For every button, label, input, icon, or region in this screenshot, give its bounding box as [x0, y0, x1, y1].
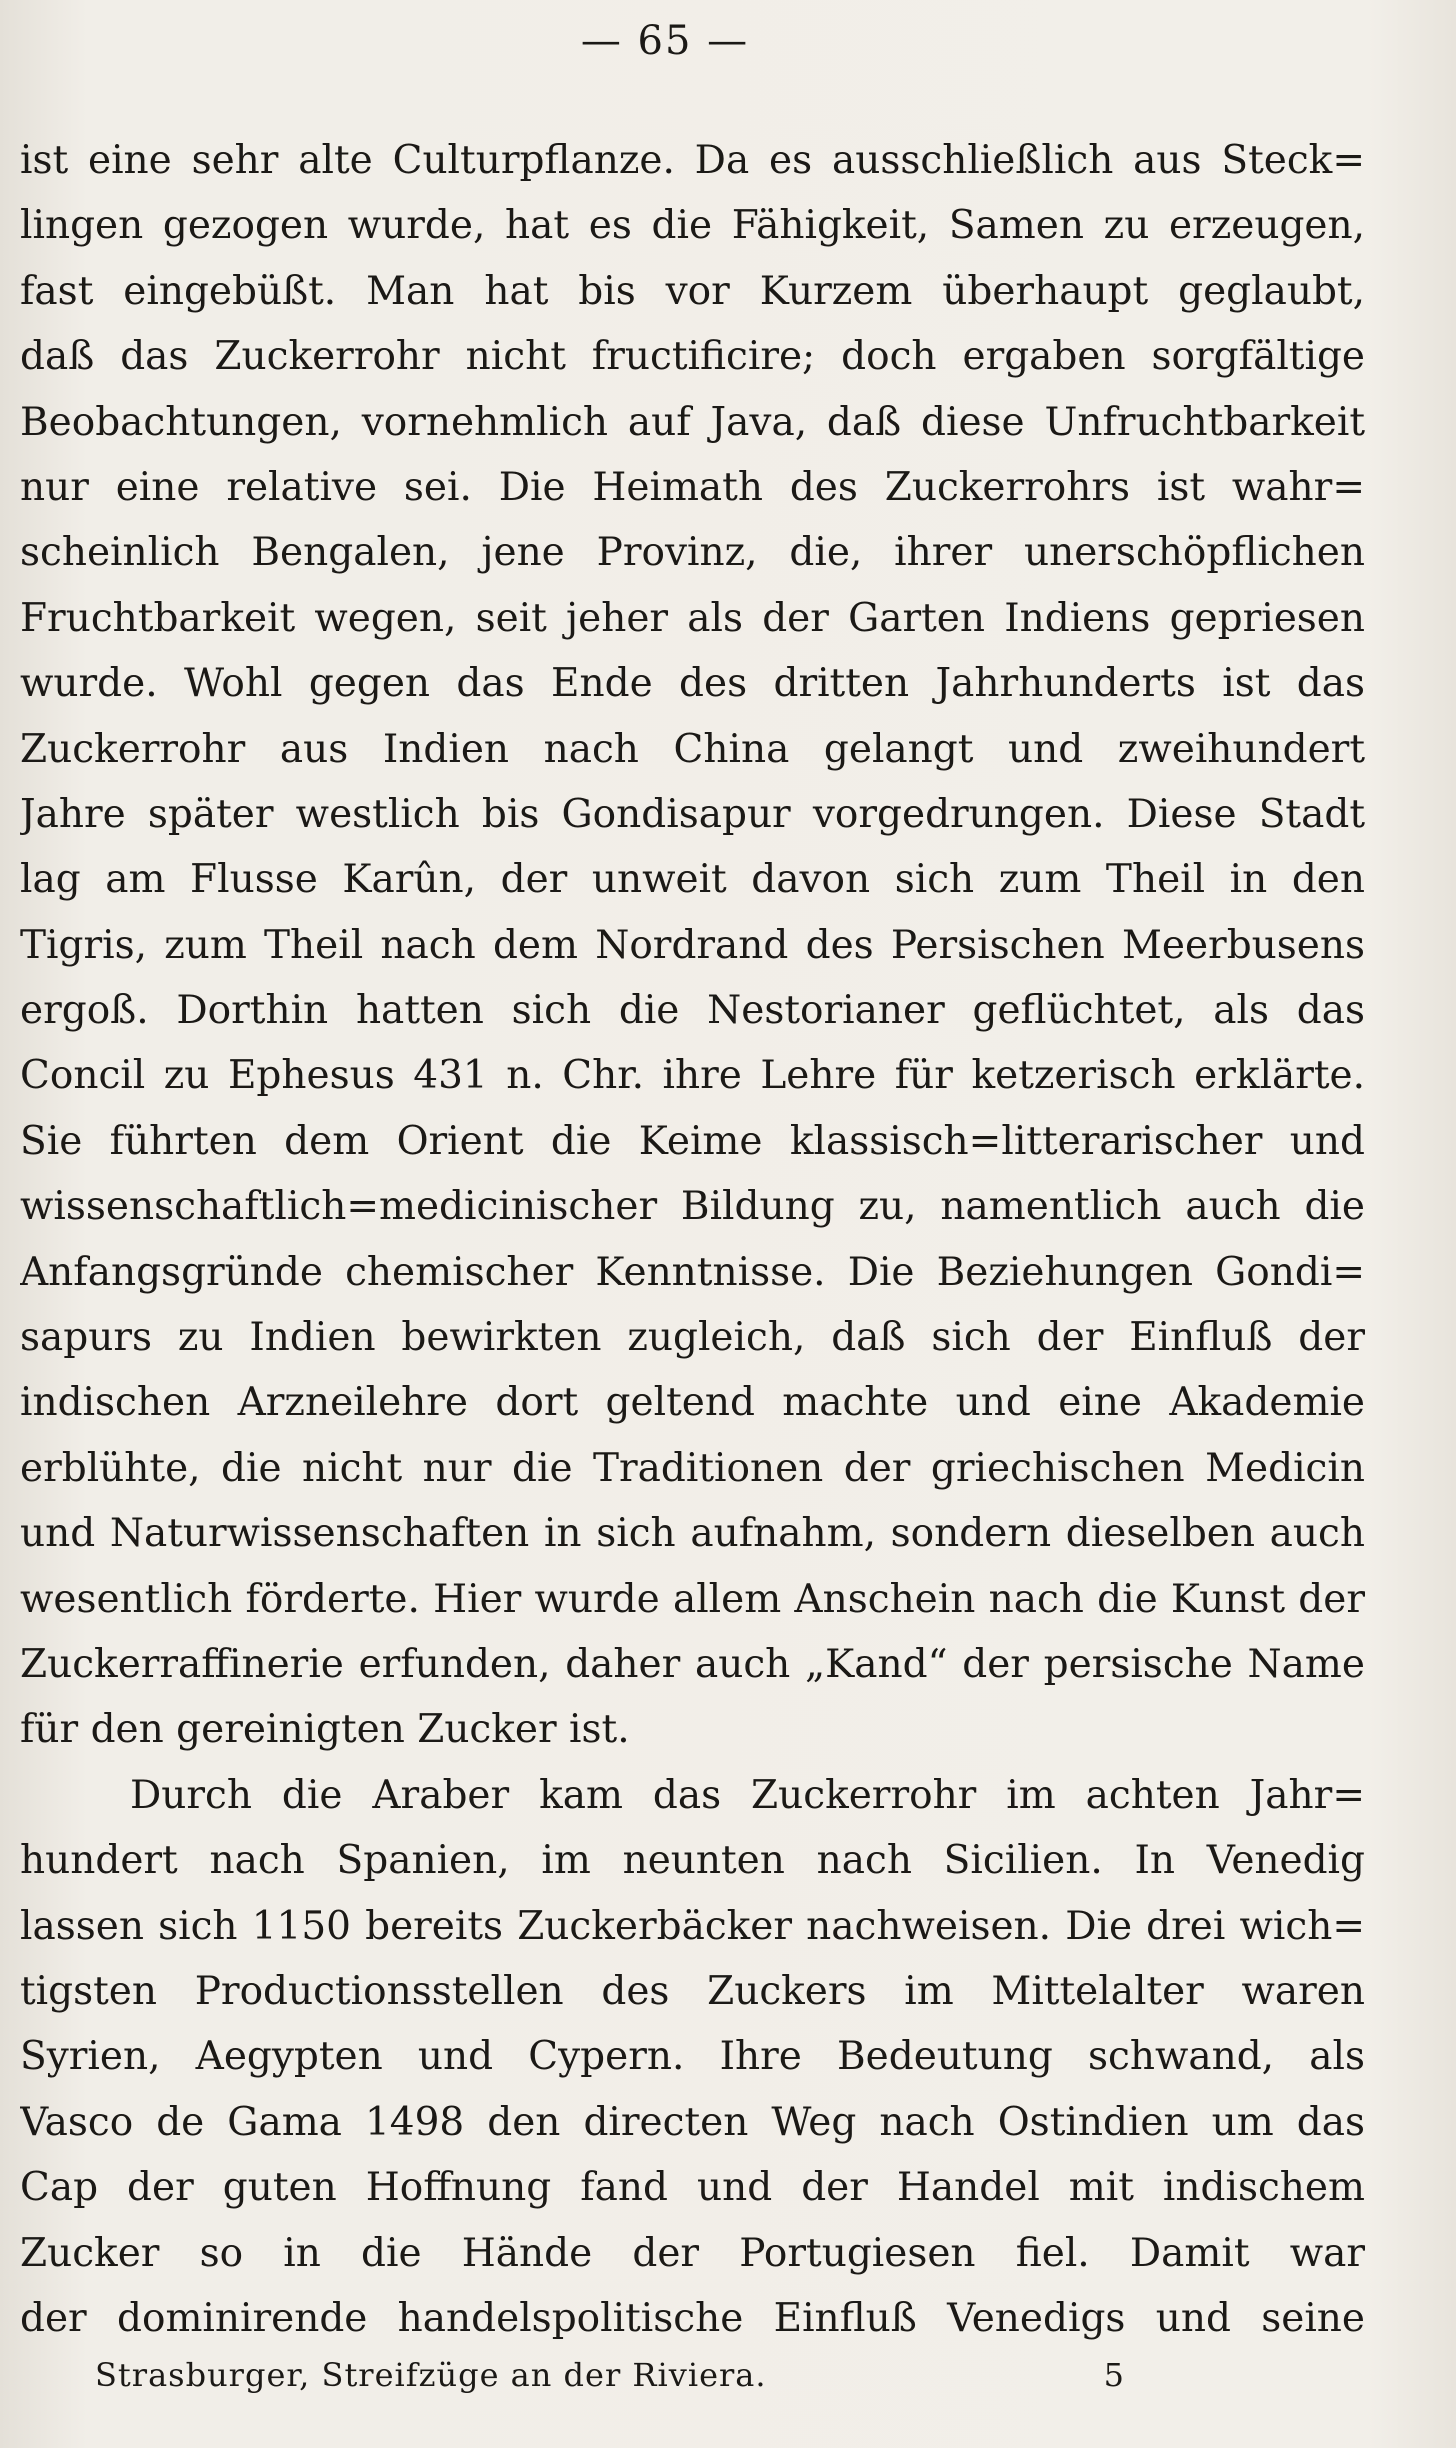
text-line: wesentlich förderte. Hier wurde allem Anschein nach die Kunst der [20, 1576, 1365, 1622]
text-line: tigsten Productionsstellen des Zuckers im Mittelalter waren [20, 1968, 1365, 2014]
text-line: wurde. Wohl gegen das Ende des dritten Jahrhunderts ist das [20, 661, 1365, 707]
text-line: Syrien, Aegypten und Cypern. Ihre Bedeutung schwand, als [20, 2034, 1365, 2080]
text-line: Sie führten dem Orient die Keime klassisch=litterarischer und [20, 1118, 1365, 1164]
text-line: Anfangsgründe chemischer Kenntnisse. Die Beziehungen Gondi= [20, 1249, 1365, 1295]
text-line: fast eingebüßt. Man hat bis vor Kurzem überhaupt geglaubt, [20, 268, 1365, 314]
text-line: scheinlich Bengalen, jene Provinz, die, ihrer unerschöpflichen [20, 530, 1365, 576]
text-line: Jahre später westlich bis Gondisapur vorgedrungen. Diese Stadt [20, 791, 1365, 837]
paragraph-end-line: für den gereinigten Zucker ist. [20, 1707, 630, 1753]
text-line: Zuckerrohr aus Indien nach China gelangt und zweihundert [20, 726, 1365, 772]
text-line: ist eine sehr alte Culturpflanze. Da es ausschließlich aus Steck= [20, 138, 1365, 183]
text-line: sapurs zu Indien bewirkten zugleich, daß sich der Einfluß der [20, 1315, 1365, 1361]
text-line: nur eine relative sei. Die Heimath des Zuckerrohrs ist wahr= [20, 464, 1365, 510]
text-line: und Naturwissenschaften in sich aufnahm, sondern dieselben auch [20, 1511, 1365, 1557]
paragraph-start-line: Durch die Araber kam das Zuckerrohr im achten Jahr= [130, 1772, 1365, 1818]
text-line: Zucker so in die Hände der Portugiesen fiel. Damit war [20, 2230, 1365, 2276]
text-line: erblühte, die nicht nur die Traditionen der griechischen Medicin [20, 1445, 1365, 1491]
text-line: indischen Arzneilehre dort geltend machte und eine Akademie [20, 1380, 1365, 1426]
signature-mark: 5 [1103, 2356, 1125, 2394]
text-line: Fruchtbarkeit wegen, seit jeher als der Garten Indiens gepriesen [20, 595, 1365, 641]
text-line: Tigris, zum Theil nach dem Nordrand des Persischen Meerbusens [20, 922, 1365, 968]
text-line: lassen sich 1150 bereits Zuckerbäcker nachweisen. Die drei wich= [20, 1903, 1365, 1949]
text-line: Cap der guten Hoffnung fand und der Handel mit indischem [20, 2165, 1365, 2211]
text-line: Vasco de Gama 1498 den directen Weg nach Ostindien um das [20, 2099, 1365, 2145]
body-text [20, 128, 1365, 2351]
text-line: Beobachtungen, vornehmlich auf Java, daß diese Unfruchtbarkeit [20, 399, 1365, 445]
page-number: — 65 — [580, 18, 750, 64]
text-line: wissenschaftlich=medicinischer Bildung zu, namentlich auch die [20, 1184, 1365, 1230]
running-title: Strasburger, Streifzüge an der Riviera. [95, 2356, 767, 2394]
page-footer [95, 2356, 1125, 2394]
text-line: hundert nach Spanien, im neunten nach Sicilien. In Venedig [20, 1838, 1365, 1884]
text-line: Zuckerraffinerie erfunden, daher auch „Kand“ der persische Name [20, 1641, 1365, 1687]
text-line: lag am Flusse Karûn, der unweit davon sich zum Theil in den [20, 857, 1365, 903]
text-line: Concil zu Ephesus 431 n. Chr. ihre Lehre für ketzerisch erklärte. [20, 1053, 1365, 1099]
text-line: daß das Zuckerrohr nicht fructificire; doch ergaben sorgfältige [20, 334, 1365, 380]
text-line: lingen gezogen wurde, hat es die Fähigkeit, Samen zu erzeugen, [20, 203, 1365, 249]
text-line: der dominirende handelspolitische Einfluß Venedigs und seine [20, 2295, 1365, 2341]
text-line: ergoß. Dorthin hatten sich die Nestorianer geflüchtet, als das [20, 988, 1365, 1034]
